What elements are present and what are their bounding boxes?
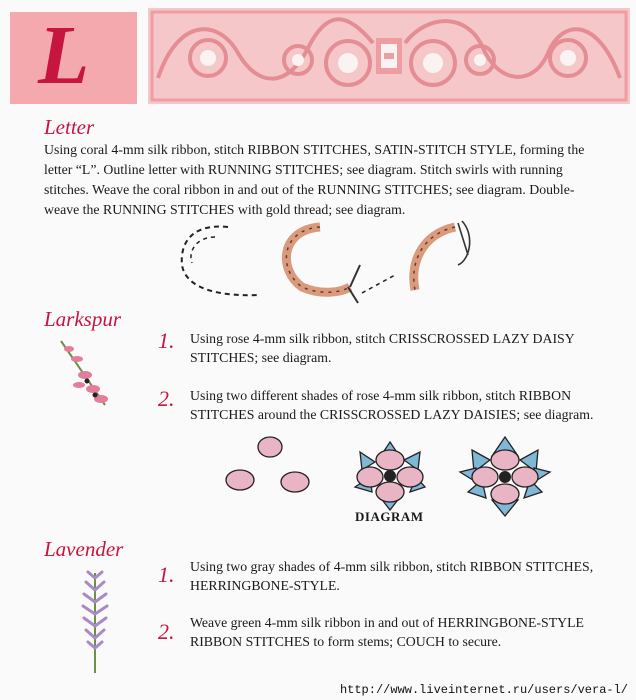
- larkspur-illustration: [55, 335, 115, 415]
- letter-instructions: Using coral 4-mm silk ribbon, stitch RIBBON STITCHES, SATIN-STITCH STYLE, forming the letter “L”. Outline letter with RUNNING STITCHES; see diagram. Stitch swirls with running stitches. Weave the coral ribbon in and out of the RUNNING STITCHES; see diagram. Double-weave the RUNNING STITCHES with gold thread; see diagram.: [44, 142, 585, 217]
- letter-heading: Letter: [44, 115, 95, 139]
- diagram-caption: DIAGRAM: [355, 509, 424, 524]
- larkspur-step-2-number: 2.: [158, 386, 175, 411]
- lavender-step-2-text: Weave green 4-mm silk ribbon in and out of HERRINGBONE-STYLE RIBBON STITCHES to form stems; COUCH to secure.: [190, 615, 584, 649]
- header-letter-box: [10, 9, 137, 104]
- drop-cap-letter: L: [38, 9, 90, 102]
- ornamental-banner: [148, 8, 630, 104]
- source-url[interactable]: http://www.liveinternet.ru/users/vera-l/: [339, 683, 628, 697]
- lavender-heading: Lavender: [44, 537, 124, 561]
- larkspur-step-2-text: Using two different shades of rose 4-mm silk ribbon, stitch RIBBON STITCHES around the CRISSCROSSED LAZY DAISIES; see diagram.: [190, 388, 594, 422]
- larkspur-heading: Larkspur: [44, 307, 122, 331]
- lavender-step-1-number: 1.: [158, 562, 175, 587]
- letter-diagram: [170, 215, 490, 305]
- larkspur-step-1-text: Using rose 4-mm silk ribbon, stitch CRISSCROSSED LAZY DAISY STITCHES; see diagram.: [190, 331, 575, 365]
- lavender-step-2-number: 2.: [158, 619, 175, 644]
- larkspur-step-1-number: 1.: [158, 328, 175, 353]
- lavender-illustration: [70, 568, 120, 678]
- lavender-step-1-text: Using two gray shades of 4-mm silk ribbon, stitch RIBBON STITCHES, HERRINGBONE-STYLE.: [190, 559, 594, 593]
